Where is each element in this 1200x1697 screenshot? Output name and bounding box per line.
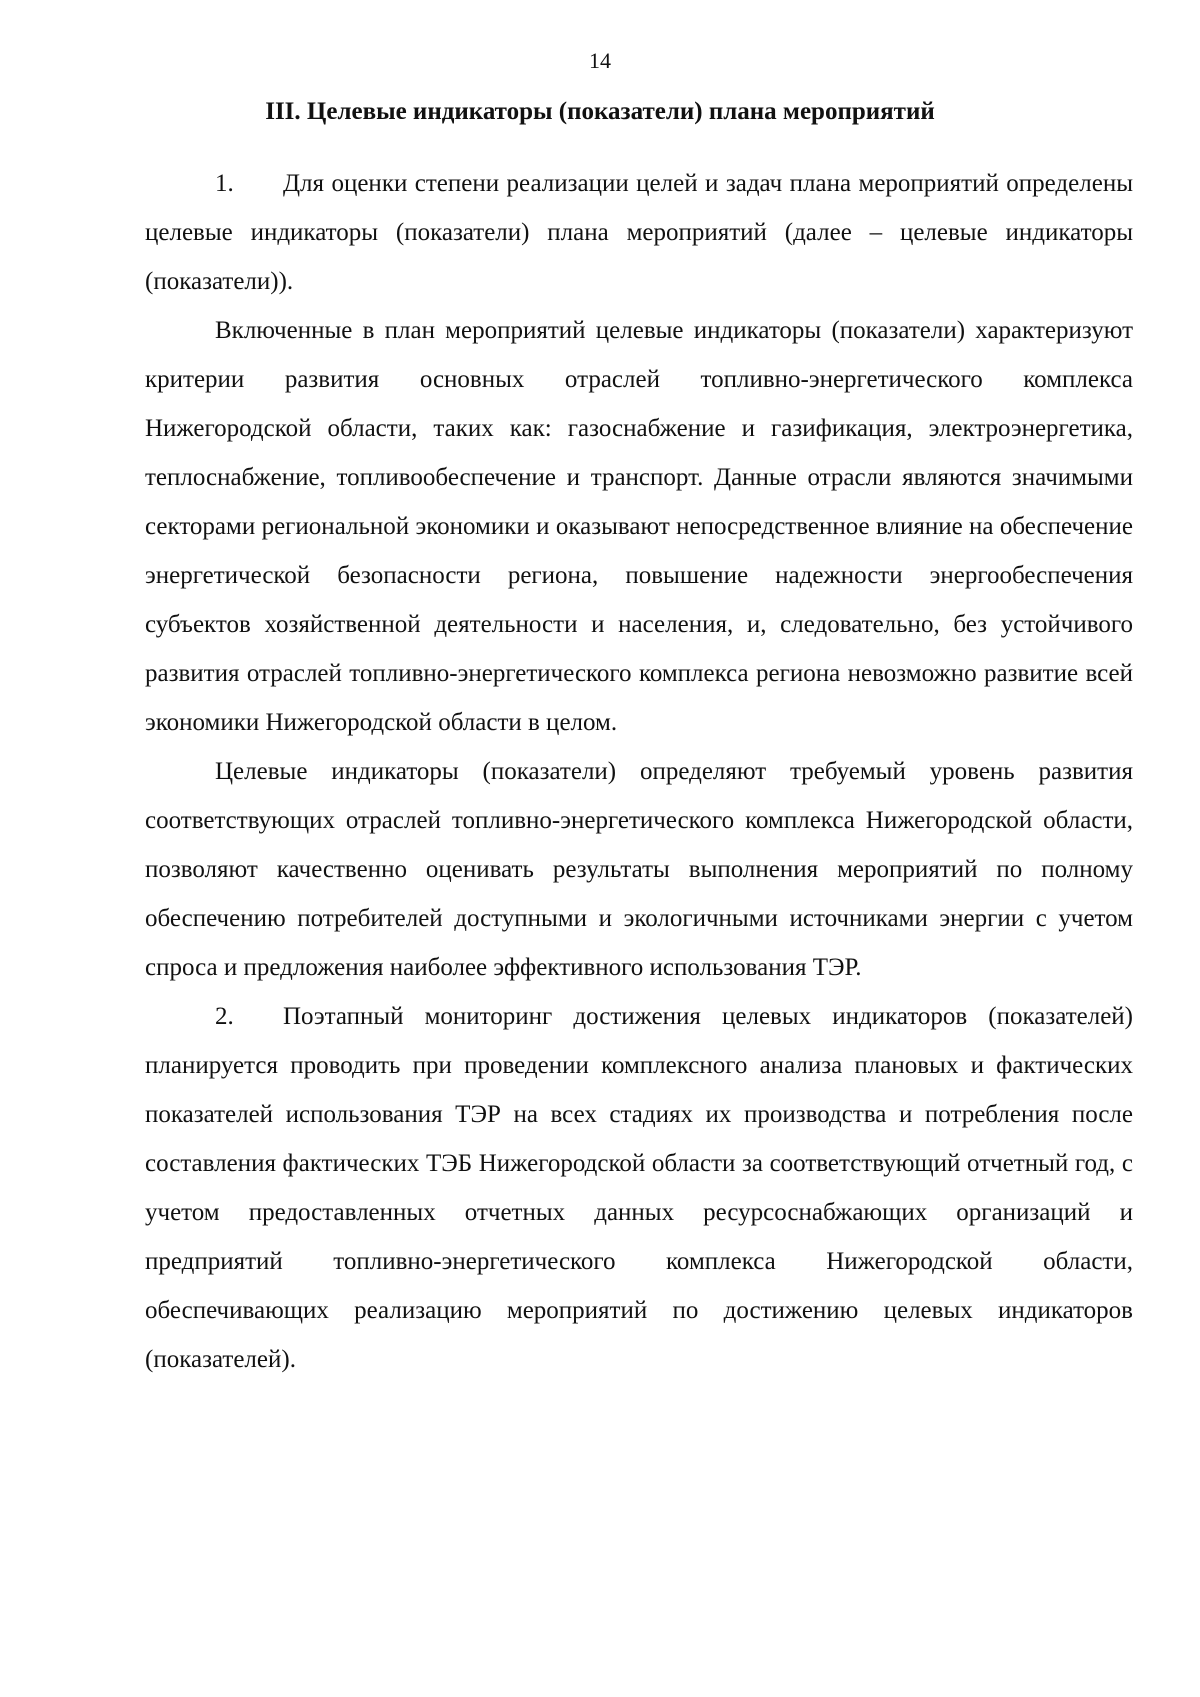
page-number: 14 bbox=[589, 48, 611, 73]
paragraph-2 bbox=[145, 306, 1133, 747]
paragraph-4 bbox=[145, 992, 1133, 1384]
paragraph-3 bbox=[145, 747, 1133, 992]
paragraph-text: Включенные в план мероприятий целевые индикаторы (показатели) характеризуют критерии развития основных отраслей топливно-энергетического комплекса Нижегородской области, таких как: газоснабжение и газификация, электроэнергетика, теплоснабжение, топливообеспечение и транспорт. Данные отрасли являются значимыми секторами региональной экономики и оказывают непосредственное влияние на обеспечение энергетической безопасности региона, повышение надежности энергообеспечения субъектов хозяйственной деятельности и населения, и, следовательно, без устойчивого развития отраслей топливно-энергетического комплекса региона невозможно развитие всей экономики Нижегородской области в целом. bbox=[145, 317, 1133, 736]
section-heading: III. Целевые индикаторы (показатели) плана мероприятий bbox=[265, 98, 935, 125]
paragraph-text: Поэтапный мониторинг достижения целевых индикаторов (показателей) планируется проводить при проведении комплексного анализа плановых и фактических показателей использования ТЭР на всех стадиях их производства и потребления после составления фактических ТЭБ Нижегородской области за соответствующий отчетный год, с учетом предоставленных отчетных данных ресурсоснабжающих организаций и предприятий топливно-энергетического комплекса Нижегородской области, обеспечивающих реализацию мероприятий по достижению целевых индикаторов (показателей). bbox=[145, 1003, 1133, 1373]
paragraph-text: Целевые индикаторы (показатели) определяют требуемый уровень развития соответствующих отраслей топливно-энергетического комплекса Нижегородской области, позволяют качественно оценивать результаты выполнения мероприятий по полному обеспечению потребителей доступными и экологичными источниками энергии с учетом спроса и предложения наиболее эффективного использования ТЭР. bbox=[145, 758, 1133, 981]
paragraph-1 bbox=[145, 159, 1133, 306]
paragraph-number: 1. bbox=[215, 170, 234, 197]
document-body bbox=[145, 159, 1133, 1384]
paragraph-number: 2. bbox=[215, 1003, 234, 1030]
paragraph-text: Для оценки степени реализации целей и задач плана мероприятий определены целевые индикаторы (показатели) плана мероприятий (далее – целевые индикаторы (показатели)). bbox=[145, 170, 1133, 295]
